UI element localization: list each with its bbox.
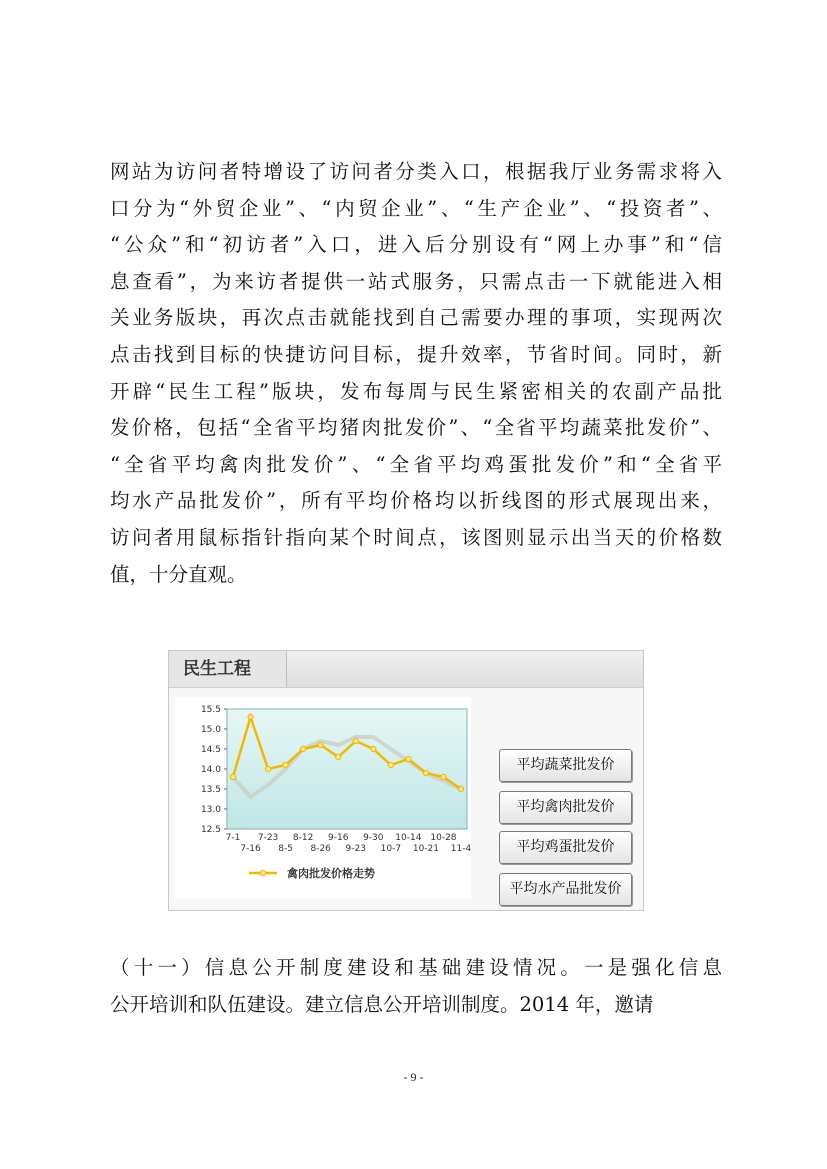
- legend-label: 禽肉批发价格走势: [287, 867, 375, 880]
- price-chart-svg: [175, 697, 471, 899]
- data-point: [441, 774, 446, 779]
- text-line: 开辟“民生工程”版块，发布每周与民生紧密相关的农副产品批: [110, 379, 722, 403]
- x-tick-label: 8-12: [292, 833, 314, 843]
- data-point: [406, 756, 411, 761]
- data-point: [388, 762, 393, 767]
- egg-price-button[interactable]: 平均鸡蛋批发价: [499, 831, 632, 864]
- x-tick-label: 7-1: [225, 833, 241, 843]
- data-point: [248, 714, 253, 719]
- page-number: - 9 -: [403, 1070, 424, 1084]
- y-tick-label: 12.5: [200, 825, 221, 835]
- price-chart[interactable]: [175, 697, 471, 899]
- text-line: 关业务版块，再次点击就能找到自己需要办理的事项，实现两次: [110, 306, 722, 330]
- x-tick-label: 11-4: [450, 844, 471, 854]
- data-point: [283, 762, 288, 767]
- x-tick-label: 9-16: [328, 833, 349, 843]
- tab-minsheng[interactable]: 民生工程: [169, 651, 287, 687]
- text-line: （十一）信息公开制度建设和基础建设情况。一是强化信息: [110, 956, 722, 979]
- data-point: [230, 774, 235, 779]
- text-line: 均水产品批发价”，所有平均价格均以折线图的形式展现出来，: [110, 489, 722, 513]
- x-tick-label: 9-23: [345, 844, 366, 854]
- x-tick-label: 9-30: [363, 833, 384, 843]
- data-point: [458, 786, 463, 791]
- text-line: 访问者用鼠标指针指向某个时间点，该图则显示出当天的价格数: [110, 525, 722, 549]
- data-point: [318, 742, 323, 747]
- data-point: [336, 754, 341, 759]
- x-tick-label: 10-7: [380, 844, 402, 854]
- poultry-price-button[interactable]: 平均禽肉批发价: [499, 791, 632, 824]
- plot-area: [227, 709, 467, 829]
- minsheng-widget: [168, 650, 644, 911]
- y-tick-label: 14.5: [200, 745, 221, 755]
- y-tick-label: 14.0: [200, 765, 221, 775]
- body-paragraph-2: [110, 950, 722, 1023]
- text-line: 值，十分直观。: [110, 562, 247, 586]
- legend-marker: [260, 870, 265, 875]
- data-point: [423, 770, 428, 775]
- y-tick-label: 13.0: [200, 805, 221, 815]
- x-tick-label: 7-16: [240, 844, 261, 854]
- x-tick-label: 10-14: [395, 833, 422, 843]
- data-point: [265, 766, 270, 771]
- text-line: 点击找到目标的快捷访问目标，提升效率，节省时间。同时，新: [110, 342, 722, 366]
- y-tick-label: 13.5: [200, 785, 221, 795]
- text-line: 公开培训和队伍建设。建立信息公开培训制度。2014 年，邀请: [110, 992, 654, 1016]
- text-line: 发价格，包括“全省平均猪肉批发价”、“全省平均蔬菜批发价”、: [110, 416, 722, 440]
- vegetable-price-button[interactable]: 平均蔬菜批发价: [499, 749, 632, 782]
- data-point: [353, 738, 358, 743]
- aquatic-price-button[interactable]: 平均水产品批发价: [499, 873, 632, 906]
- body-paragraph-1: [110, 154, 722, 593]
- x-tick-label: 8-26: [310, 844, 331, 854]
- x-tick-label: 7-23: [257, 833, 279, 843]
- x-tick-label: 10-28: [430, 833, 457, 843]
- y-tick-label: 15.0: [200, 725, 221, 735]
- x-tick-label: 10-21: [412, 844, 440, 854]
- text-line: “公众”和“初访者”入口，进入后分别设有“网上办事”和“信: [110, 233, 722, 257]
- widget-tabbar: [169, 651, 643, 688]
- data-point: [301, 746, 306, 751]
- text-line: 口分为“外贸企业”、“内贸企业”、“生产企业”、“投资者”、: [110, 196, 722, 220]
- text-line: 网站为访问者特增设了访问者分类入口，根据我厅业务需求将入: [110, 160, 722, 183]
- data-point: [371, 746, 376, 751]
- text-line: “全省平均禽肉批发价”、“全省平均鸡蛋批发价”和“全省平: [110, 452, 722, 476]
- text-line: 息查看”，为来访者提供一站式服务，只需点击一下就能进入相: [110, 269, 722, 293]
- y-tick-label: 15.5: [200, 705, 221, 715]
- x-tick-label: 8-5: [278, 844, 293, 854]
